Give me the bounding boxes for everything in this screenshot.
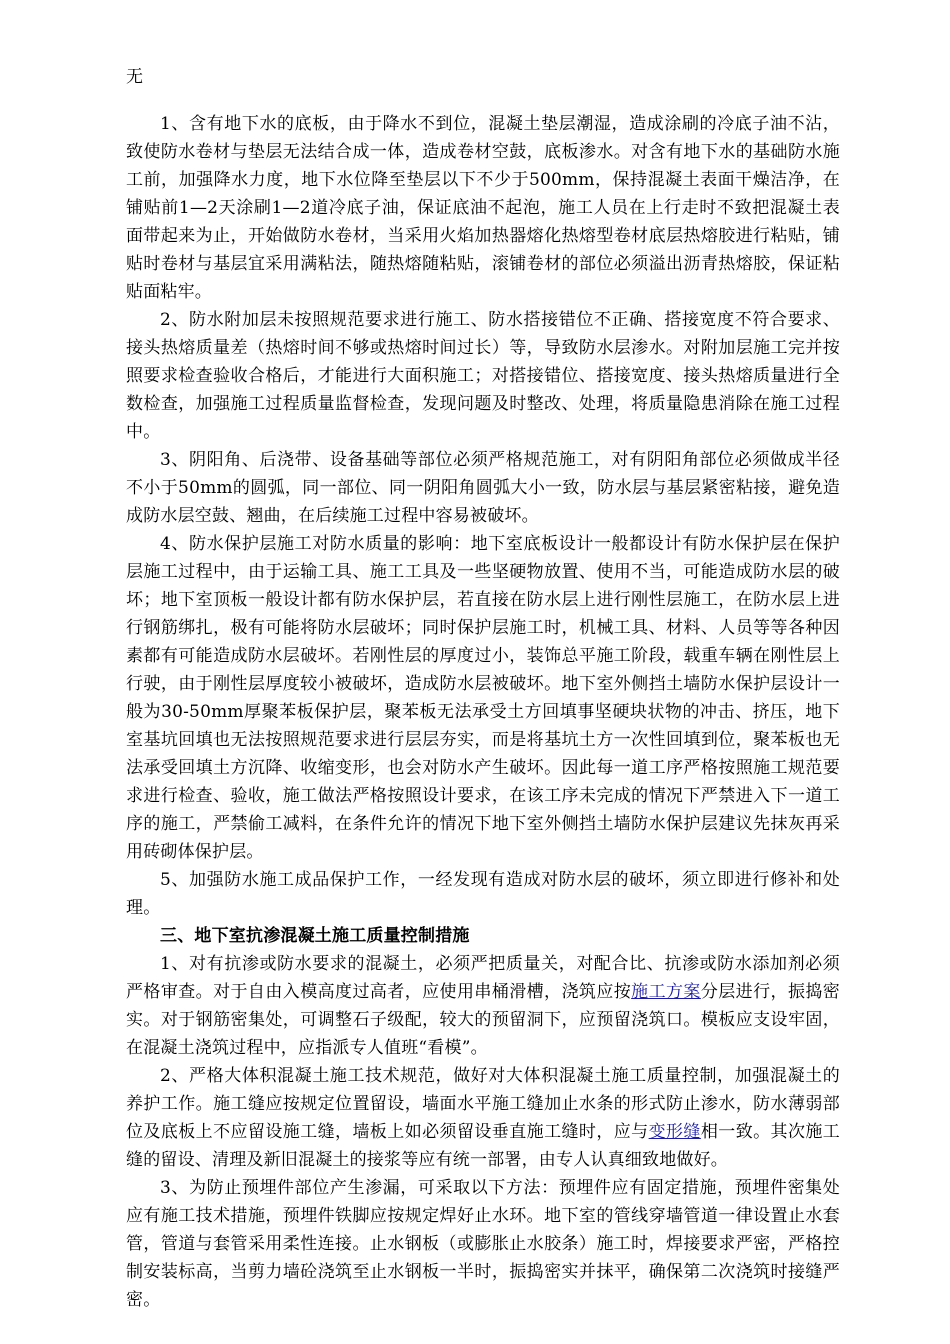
paragraph-2: 2、防水附加层未按照规范要求进行施工、防水搭接错位不正确、搭接宽度不符合要求、接头热熔质量差（热熔时间不够或热熔时间过长）等，导致防水层渗水。对附加层施工完并按照要求检查验收合格后，才能进行大面积施工；对搭接错位、搭接宽度、接头热熔质量进行全数检查，加强施工过程质量监督检查，发现问题及时整改、处理，将质量隐患消除在施工过程中。 — [126, 310, 840, 442]
section-paragraph-2 — [126, 1062, 840, 1174]
paragraph-1: 1、含有地下水的底板，由于降水不到位，混凝土垫层潮湿，造成涂刷的冷底子油不沾，致使防水卷材与垫层无法结合成一体，造成卷材空鼓，底板渗水。对含有地下水的基础防水施工前，加强降水力度，地下水位降至垫层以下不少于500mm，保持混凝土表面干燥洁净，在铺贴前1—2天涂刷1—2道冷底子油，保证底油不起泡，施工人员在上行走时不致把混凝土表面带起来为止，开始做防水卷材，当采用火焰加热器熔化热熔型卷材底层热熔胶进行粘贴，铺贴时卷材与基层宜采用满粘法，随热熔随粘贴，滚铺卷材的部位必须溢出沥青热熔胶，保证粘贴面粘牢。 — [126, 114, 840, 302]
section-paragraph-1-text-b: 分层进行，振捣密实。对于钢筋密集处，可调整石子级配，较大的预留洞下，应预留浇筑口。模板应支设牢固，在混凝土浇筑过程中，应指派专人值班“看模”。 — [126, 982, 840, 1058]
construction-plan-link[interactable]: 施工方案 — [631, 982, 701, 1002]
section-paragraph-3: 3、为防止预埋件部位产生渗漏，可采取以下方法：预埋件应有固定措施，预埋件密集处应有施工技术措施，预埋件铁脚应按规定焊好止水环。地下室的管线穿墙管道一律设置止水套管，管道与套管采用柔性连接。止水钢板（或膨胀止水胶条）施工时，焊接要求严密，严格控制安装标高，当剪力墙砼浇筑至止水钢板一半时，振捣密实并抹平，确保第二次浇筑时接缝严密。 — [126, 1178, 840, 1310]
section-paragraph-1-text-a: 1、对有抗渗或防水要求的混凝土，必须严把质量关，对配合比、抗渗或防水添加剂必须严格审查。对于自由入模高度过高者，应使用串桶滑槽，浇筑应按 — [126, 954, 840, 1002]
paragraph-5: 5、加强防水施工成品保护工作，一经发现有造成对防水层的破坏，须立即进行修补和处理。 — [126, 870, 840, 918]
section-paragraph-2-text-b: 相一致。其次施工缝的留设、清理及新旧混凝土的接浆等应有统一部署，由专人认真细致地做好。 — [126, 1122, 840, 1170]
paragraph-4: 4、防水保护层施工对防水质量的影响：地下室底板设计一般都设计有防水保护层在保护层施工过程中，由于运输工具、施工工具及一些坚硬物放置、使用不当，可能造成防水层的破坏；地下室顶板一般设计都有防水保护层，若直接在防水层上进行刚性层施工，在防水层上进行钢筋绑扎，极有可能将防水层破坏；同时保护层施工时，机械工具、材料、人员等等各种因素都有可能造成防水层破坏。若刚性层的厚度过小，装饰总平施工阶段，载重车辆在刚性层上行驶，由于刚性层厚度较小被破坏，造成防水层被破坏。地下室外侧挡土墙防水保护层设计一般为30-50mm厚聚苯板保护层，聚苯板无法承受土方回填事坚硬块状物的冲击、挤压，地下室基坑回填也无法按照规范要求进行层层夯实，而是将基坑土方一次性回填到位，聚苯板也无法承受回填土方沉降、收缩变形，也会对防水产生破坏。因此每一道工序严格按照施工规范要求进行检查、验收，施工做法严格按照设计要求，在该工序未完成的情况下严禁进入下一道工序的施工，严禁偷工减料，在条件允许的情况下地下室外侧挡土墙防水保护层建议先抹灰再采用砖砌体保护层。 — [126, 534, 840, 862]
document-body — [126, 110, 840, 1314]
header-mark: 无 — [126, 67, 143, 87]
section-paragraph-2-text-a: 2、严格大体积混凝土施工技术规范，做好对大体积混凝土施工质量控制，加强混凝土的养护工作。施工缝应按规定位置留设，墙面水平施工缝加止水条的形式防止渗水，防水薄弱部位及底板上不应留设施工缝，墙板上如必须留设垂直施工缝时，应与 — [126, 1066, 840, 1142]
section-heading: 三、地下室抗渗混凝土施工质量控制措施 — [160, 926, 470, 946]
paragraph-3: 3、阴阳角、后浇带、设备基础等部位必须严格规范施工，对有阴阳角部位必须做成半径不小于50mm的圆弧，同一部位、同一阴阳角圆弧大小一致，防水层与基层紧密粘接，避免造成防水层空鼓、翘曲，在后续施工过程中容易被破坏。 — [126, 450, 840, 526]
section-paragraph-1 — [126, 950, 840, 1062]
expansion-joint-link[interactable]: 变形缝 — [648, 1122, 701, 1142]
